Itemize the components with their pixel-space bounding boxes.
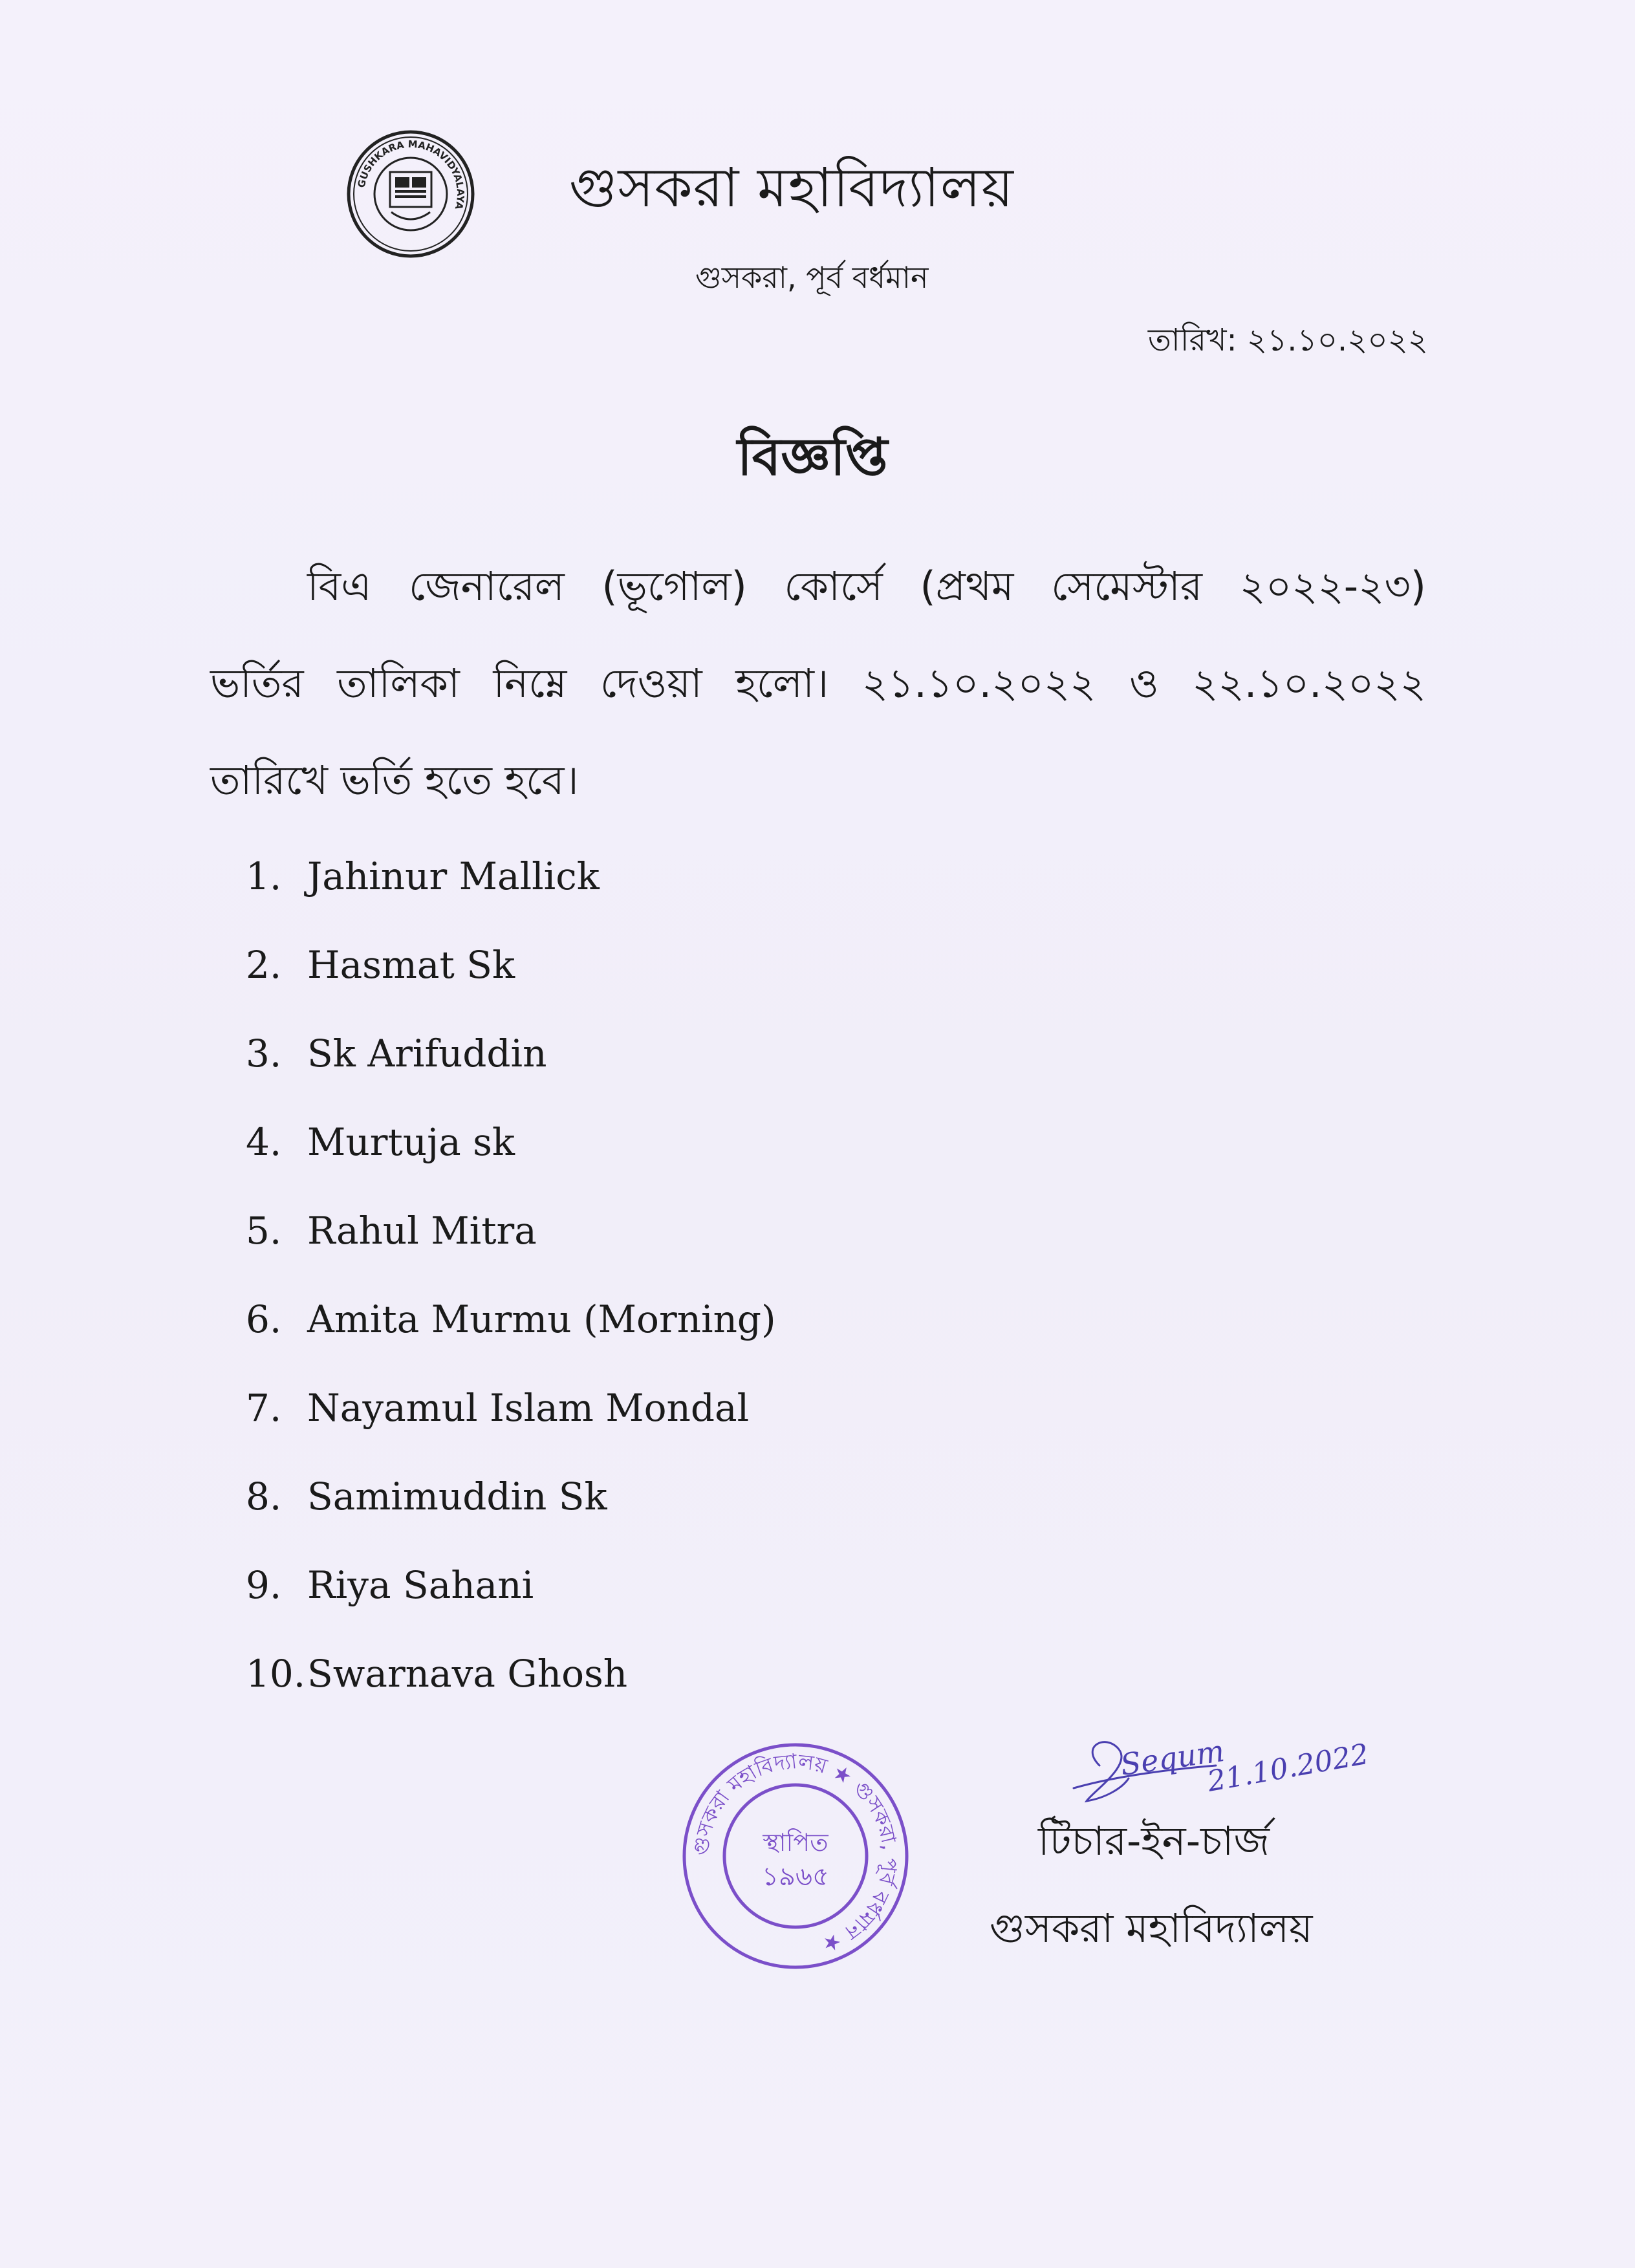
stamp-inner-year: ১৯৬৫	[762, 1862, 829, 1892]
college-address: গুসকরা, পূর্ব বর্ধমান	[695, 260, 929, 295]
list-item	[246, 1556, 776, 1645]
student-name: Riya Sahani	[307, 1563, 534, 1607]
notice-date: তারিখ: ২১.১০.২০২২	[1147, 322, 1428, 358]
student-name: Murtuja sk	[307, 1120, 515, 1164]
stamp-outer-text: গুসকরা মহাবিদ্যালয় ★ গুসকরা, পূর্ব বর্ধমান ★	[688, 1749, 903, 1958]
student-name: Rahul Mitra	[307, 1209, 537, 1253]
list-item	[246, 1379, 776, 1467]
notice-title: বিজ্ঞপ্তি	[737, 427, 888, 487]
stamp-inner-label: স্থাপিত	[763, 1828, 828, 1857]
list-item	[246, 1645, 776, 1733]
student-name: Sk Arifuddin	[307, 1031, 547, 1075]
list-item	[246, 936, 776, 1024]
student-name: Hasmat Sk	[307, 943, 515, 987]
list-item	[246, 847, 776, 936]
student-name: Samimuddin Sk	[307, 1474, 607, 1518]
list-item-number: 2.	[246, 943, 282, 987]
list-item-number: 8.	[246, 1474, 282, 1518]
signatory-role: টিচার-ইন-চার্জ	[1038, 1817, 1270, 1864]
list-item	[246, 1024, 776, 1113]
list-item-number: 1.	[246, 854, 282, 898]
list-item-number: 10.	[246, 1652, 306, 1696]
list-item-number: 5.	[246, 1209, 282, 1253]
signature-date: 21.10.2022	[1205, 1737, 1371, 1798]
official-stamp	[679, 1740, 912, 1972]
student-name: Amita Murmu (Morning)	[307, 1297, 776, 1341]
signature-scribble: Sequm	[1118, 1733, 1227, 1782]
logo-text: GUSHKARA MAHAVIDYALAYA	[355, 138, 467, 211]
college-logo	[346, 129, 475, 259]
svg-text:GUSHKARA MAHAVIDYALAYA	[356, 138, 467, 211]
student-name: Jahinur Mallick	[307, 854, 600, 898]
signatory-college: গুসকরা মহাবিদ্যালয়	[990, 1905, 1313, 1952]
college-name-heading: গুসকরা মহাবিদ্যালয়	[569, 156, 1014, 219]
handwritten-signature	[1061, 1720, 1371, 1817]
list-item-number: 9.	[246, 1563, 282, 1607]
notice-body-line-1: বিএ জেনারেল (ভূগোল) কোর্সে (প্রথম সেমেস্টার ২০২২-২৩)	[307, 563, 1426, 610]
list-item	[246, 1113, 776, 1202]
admission-list	[246, 847, 776, 1733]
notice-body-line-3: তারিখে ভর্তি হতে হবে।	[210, 757, 579, 804]
list-item-number: 3.	[246, 1031, 282, 1075]
student-name: Nayamul Islam Mondal	[307, 1386, 750, 1430]
notice-body-line-2: ভর্তির তালিকা নিম্নে দেওয়া হলো। ২১.১০.২০২২ ও ২২.১০.২০২২	[210, 660, 1426, 707]
list-item-number: 7.	[246, 1386, 282, 1430]
list-item-number: 6.	[246, 1297, 282, 1341]
student-name: Swarnava Ghosh	[307, 1652, 628, 1696]
list-item	[246, 1290, 776, 1379]
list-item	[246, 1467, 776, 1556]
list-item	[246, 1202, 776, 1290]
list-item-number: 4.	[246, 1120, 282, 1164]
